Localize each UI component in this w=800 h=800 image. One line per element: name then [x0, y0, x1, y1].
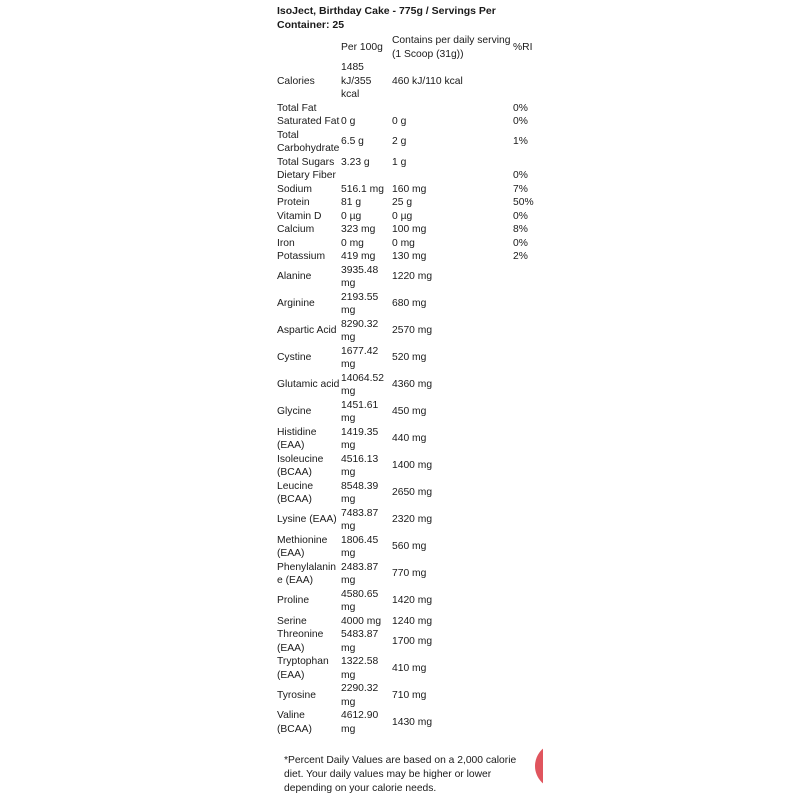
nutrient-name: Isoleucine (BCAA) [277, 453, 324, 478]
per-serving-value: 2650 mg [392, 487, 433, 499]
per-100g-value: 4580.65 mg [341, 588, 379, 613]
nutrient-name: Methionine (EAA) [277, 534, 328, 559]
table-row [277, 129, 543, 156]
header-cell: Per 100g [341, 41, 383, 53]
ri-percent: 8% [513, 224, 528, 235]
ri-percent: 0% [513, 102, 528, 114]
table-row [277, 561, 543, 588]
per-100g-value: 323 mg [341, 224, 376, 235]
per-100g-value: 419 mg [341, 251, 376, 262]
per-100g-value: 3935.48 mg [341, 264, 379, 289]
per-serving-value: 460 kJ/110 kcal [392, 75, 463, 87]
page-edge [543, 700, 603, 800]
table-row [277, 399, 543, 426]
header-cell: %RI [513, 41, 533, 53]
ri-percent [513, 534, 543, 561]
per-100g-value: 0 µg [341, 210, 362, 222]
ri-percent [513, 453, 543, 480]
nutrient-name: Proline [277, 595, 310, 607]
nutrient-name: Vitamin D [277, 210, 322, 222]
nutrient-name: Calories [277, 75, 315, 87]
nutrient-name: Histidine (EAA) [277, 426, 317, 451]
per-serving-value: 160 mg [392, 183, 427, 195]
per-serving-value [392, 102, 513, 116]
nutrient-name: Cystine [277, 352, 312, 364]
per-serving-value: 2 g [392, 136, 407, 148]
table-row [277, 588, 543, 615]
per-100g-value: 2193.55 mg [341, 291, 379, 316]
header-cell: Contains per daily serving (1 Scoop (31g)) [392, 35, 511, 60]
per-100g-value: 1419.35 mg [341, 426, 379, 451]
ri-percent [513, 480, 543, 507]
nutrient-name: Leucine (BCAA) [277, 480, 314, 505]
per-100g-value [341, 102, 392, 116]
ri-percent: 0% [513, 170, 528, 181]
per-serving-value: 4360 mg [392, 379, 433, 391]
table-row [277, 210, 543, 224]
table-row [277, 507, 543, 534]
per-100g-value: 1806.45 mg [341, 534, 379, 559]
ri-percent [513, 709, 543, 736]
per-100g-value: 14064.52 mg [341, 372, 384, 397]
per-100g-value: 1451.61 mg [341, 399, 379, 424]
nutrient-name: Tyrosine [277, 689, 316, 701]
per-100g-value: 0 g [341, 116, 356, 127]
nutrient-name: Alanine [277, 271, 312, 283]
header-row [277, 34, 543, 61]
per-100g-value: 4612.90 mg [341, 710, 379, 735]
per-serving-value: 1400 mg [392, 460, 433, 472]
ri-percent [513, 345, 543, 372]
ri-percent: 1% [513, 136, 528, 148]
ri-percent: 7% [513, 183, 528, 195]
nutrient-name: Total Carbohydrate [277, 129, 340, 154]
table-row [277, 655, 543, 682]
nutrient-name: Threonine (EAA) [277, 629, 324, 654]
nutrient-name: Glutamic acid [277, 379, 340, 391]
table-row [277, 264, 543, 291]
nutrient-name: Lysine (EAA) [277, 514, 337, 526]
per-100g-value: 2483.87 mg [341, 561, 379, 586]
per-serving-value: 1700 mg [392, 635, 433, 647]
per-serving-value: 1220 mg [392, 271, 433, 283]
nutrient-name: Iron [277, 237, 295, 249]
nutrient-name: Total Sugars [277, 156, 335, 168]
per-serving-value: 0 µg [392, 210, 413, 222]
per-100g-value: 2290.32 mg [341, 683, 379, 708]
per-serving-value: 560 mg [392, 541, 427, 553]
per-100g-value: 81 g [341, 197, 362, 208]
table-row [277, 237, 543, 251]
table-row [277, 615, 543, 629]
per-serving-value: 0 g [392, 116, 407, 127]
nutrient-name: Serine [277, 615, 307, 627]
ri-percent: 0% [513, 116, 528, 127]
ri-percent [513, 615, 543, 629]
table-row [277, 183, 543, 197]
ri-percent [513, 372, 543, 399]
per-100g-value: 3.23 g [341, 156, 370, 168]
table-row [277, 372, 543, 399]
nutrition-table [277, 34, 543, 736]
ri-percent [513, 264, 543, 291]
ri-percent [513, 318, 543, 345]
table-row [277, 169, 543, 183]
per-serving-value: 2570 mg [392, 325, 433, 337]
nutrient-name: Glycine [277, 406, 312, 418]
table-row [277, 709, 543, 736]
per-serving-value: 0 mg [392, 237, 415, 249]
per-100g-value: 0 mg [341, 237, 364, 249]
nutrient-name: Saturated Fat [277, 116, 340, 127]
per-serving-value: 520 mg [392, 352, 427, 364]
product-title: IsoJect, Birthday Cake - 775g / Servings Per Container: 25 [277, 5, 496, 31]
ri-percent [513, 588, 543, 615]
per-serving-value: 1430 mg [392, 716, 433, 728]
per-serving-value: 130 mg [392, 251, 427, 262]
per-serving-value: 710 mg [392, 689, 427, 701]
per-100g-value: 4000 mg [341, 615, 382, 627]
per-serving-value: 2320 mg [392, 514, 433, 526]
per-serving-value: 1 g [392, 156, 407, 168]
nutrient-name: Protein [277, 197, 310, 208]
per-serving-value: 1420 mg [392, 595, 433, 607]
ri-percent: 0% [513, 210, 528, 222]
ri-percent [513, 291, 543, 318]
ri-percent [513, 682, 543, 709]
table-row [277, 196, 543, 210]
ri-percent [513, 61, 543, 102]
per-100g-value: 8548.39 mg [341, 480, 379, 505]
per-serving-value: 450 mg [392, 406, 427, 418]
per-serving-value: 410 mg [392, 662, 427, 674]
per-100g-value [341, 169, 392, 183]
per-serving-value: 25 g [392, 197, 413, 208]
ri-percent [513, 156, 543, 170]
per-serving-value: 770 mg [392, 568, 427, 580]
per-100g-value: 5483.87 mg [341, 629, 379, 654]
nutrient-name: Calcium [277, 224, 315, 235]
table-row [277, 534, 543, 561]
ri-percent [513, 399, 543, 426]
ri-percent [513, 426, 543, 453]
nutrient-name: Total Fat [277, 102, 317, 114]
per-100g-value: 1485 kJ/355 kcal [341, 62, 372, 100]
ri-percent: 50% [513, 197, 534, 208]
ri-percent: 2% [513, 251, 528, 262]
nutrient-name: Valine (BCAA) [277, 710, 312, 735]
per-100g-value: 1322.58 mg [341, 656, 379, 681]
per-100g-value: 1677.42 mg [341, 345, 379, 370]
table-body [277, 61, 543, 736]
table-row [277, 318, 543, 345]
table-row [277, 156, 543, 170]
per-100g-value: 516.1 mg [341, 183, 384, 195]
per-serving-value: 100 mg [392, 224, 427, 235]
nutrition-panel [277, 4, 543, 800]
ri-percent [513, 561, 543, 588]
ri-percent: 0% [513, 237, 528, 249]
per-100g-value: 6.5 g [341, 136, 364, 148]
nutrient-name: Phenylalanine (EAA) [277, 561, 336, 586]
per-100g-value: 4516.13 mg [341, 453, 379, 478]
table-row [277, 682, 543, 709]
table-row [277, 291, 543, 318]
per-serving-value: 680 mg [392, 298, 427, 310]
table-row [277, 61, 543, 102]
table-row [277, 223, 543, 237]
per-serving-value: 440 mg [392, 433, 427, 445]
table-row [277, 250, 543, 264]
nutrient-name: Arginine [277, 298, 315, 310]
table-row [277, 453, 543, 480]
table-row [277, 102, 543, 116]
nutrient-name: Sodium [277, 183, 312, 195]
nutrient-name: Aspartic Acid [277, 325, 337, 337]
ri-percent [513, 655, 543, 682]
header-cell [277, 34, 341, 61]
per-100g-value: 8290.32 mg [341, 318, 379, 343]
table-row [277, 480, 543, 507]
table-row [277, 628, 543, 655]
nutrient-name: Potassium [277, 251, 326, 262]
per-100g-value: 7483.87 mg [341, 507, 379, 532]
footnote: *Percent Daily Values are based on a 2,000 calorie diet. Your daily values may be higher or lower depending on your calorie needs. [284, 755, 517, 794]
ri-percent [513, 507, 543, 534]
nutrient-name: Dietary Fiber [277, 170, 336, 181]
ri-percent [513, 628, 543, 655]
nutrient-name: Tryptophan (EAA) [277, 656, 329, 681]
table-row [277, 426, 543, 453]
table-row [277, 345, 543, 372]
per-serving-value [392, 169, 513, 183]
table-row [277, 115, 543, 129]
per-serving-value: 1240 mg [392, 615, 433, 627]
